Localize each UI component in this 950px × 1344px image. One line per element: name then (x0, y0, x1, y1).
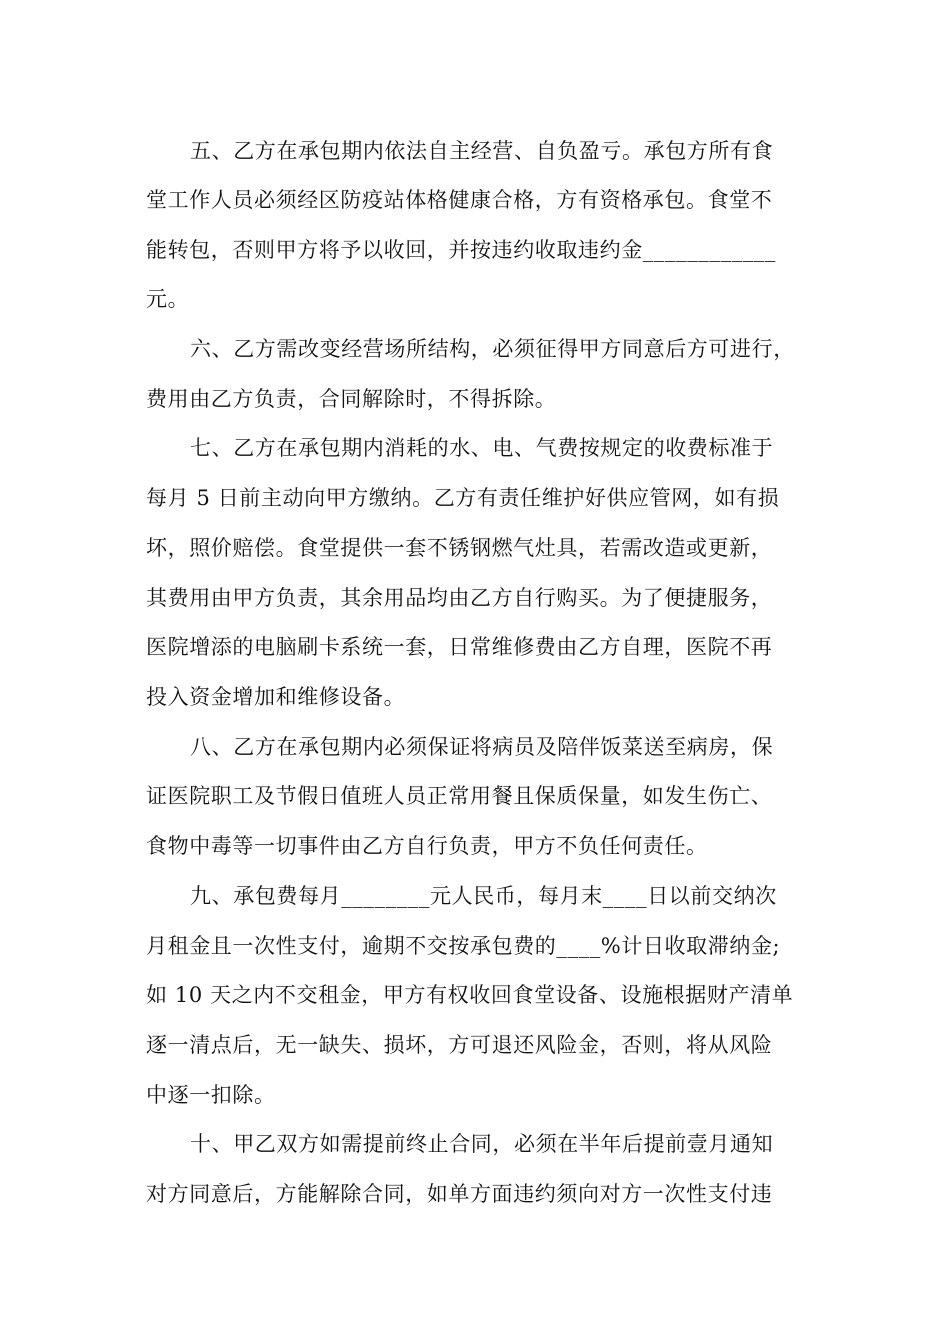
text-line: 每月 5 日前主动向甲方缴纳。乙方有责任维护好供应管网，如有损 (146, 486, 780, 510)
text-line: 证医院职工及节假日值班人员正常用餐且保质保量，如发生伤亡、 (146, 784, 773, 808)
text-line: 七、乙方在承包期内消耗的水、电、气费按规定的收费标准于 (190, 436, 774, 460)
text-line: 其费用由甲方负责，其余用品均由乙方自行购买。为了便捷服务， (146, 586, 773, 610)
text-line: 如 10 天之内不交租金，甲方有权收回食堂设备、设施根据财产清单 (146, 983, 794, 1007)
text-line: 堂工作人员必须经区防疫站体格健康合格，方有资格承包。食堂不 (146, 188, 773, 212)
text-line: 投入资金增加和维修设备。 (146, 685, 406, 709)
text-line: 月租金且一次性支付，逾期不交按承包费的____%计日收取滞纳金; (146, 934, 781, 958)
text-line: 坏，照价赔偿。食堂提供一套不锈钢燃气灶具，若需改造或更新， (146, 536, 773, 560)
text-line: 五、乙方在承包期内依法自主经营、自负盈亏。承包方所有食 (190, 139, 774, 163)
text-line: 逐一清点后，无一缺失、损坏，方可退还风险金，否则，将从风险 (146, 1033, 773, 1057)
text-line: 元。 (146, 287, 190, 311)
text-line: 食物中毒等一切事件由乙方自行负责，甲方不负任何责任。 (146, 834, 708, 858)
text-line: 六、乙方需改变经营场所结构，必须征得甲方同意后方可进行， (190, 337, 795, 361)
text-line: 八、乙方在承包期内必须保证将病员及陪伴饭菜送至病房，保 (190, 735, 774, 759)
text-line: 九、承包费每月________元人民币，每月末____日以前交纳次 (190, 884, 777, 908)
text-line: 能转包，否则甲方将予以收回，并按违约收取违约金____________ (146, 238, 776, 262)
text-line: 对方同意后，方能解除合同，如单方面违约须向对方一次性支付违 (146, 1182, 773, 1206)
text-line: 费用由乙方负责，合同解除时，不得拆除。 (146, 387, 557, 411)
text-line: 医院增添的电脑刷卡系统一套，日常维修费由乙方自理，医院不再 (146, 635, 773, 659)
text-line: 十、甲乙双方如需提前终止合同，必须在半年后提前壹月通知 (190, 1132, 774, 1156)
text-line: 中逐一扣除。 (146, 1083, 276, 1107)
